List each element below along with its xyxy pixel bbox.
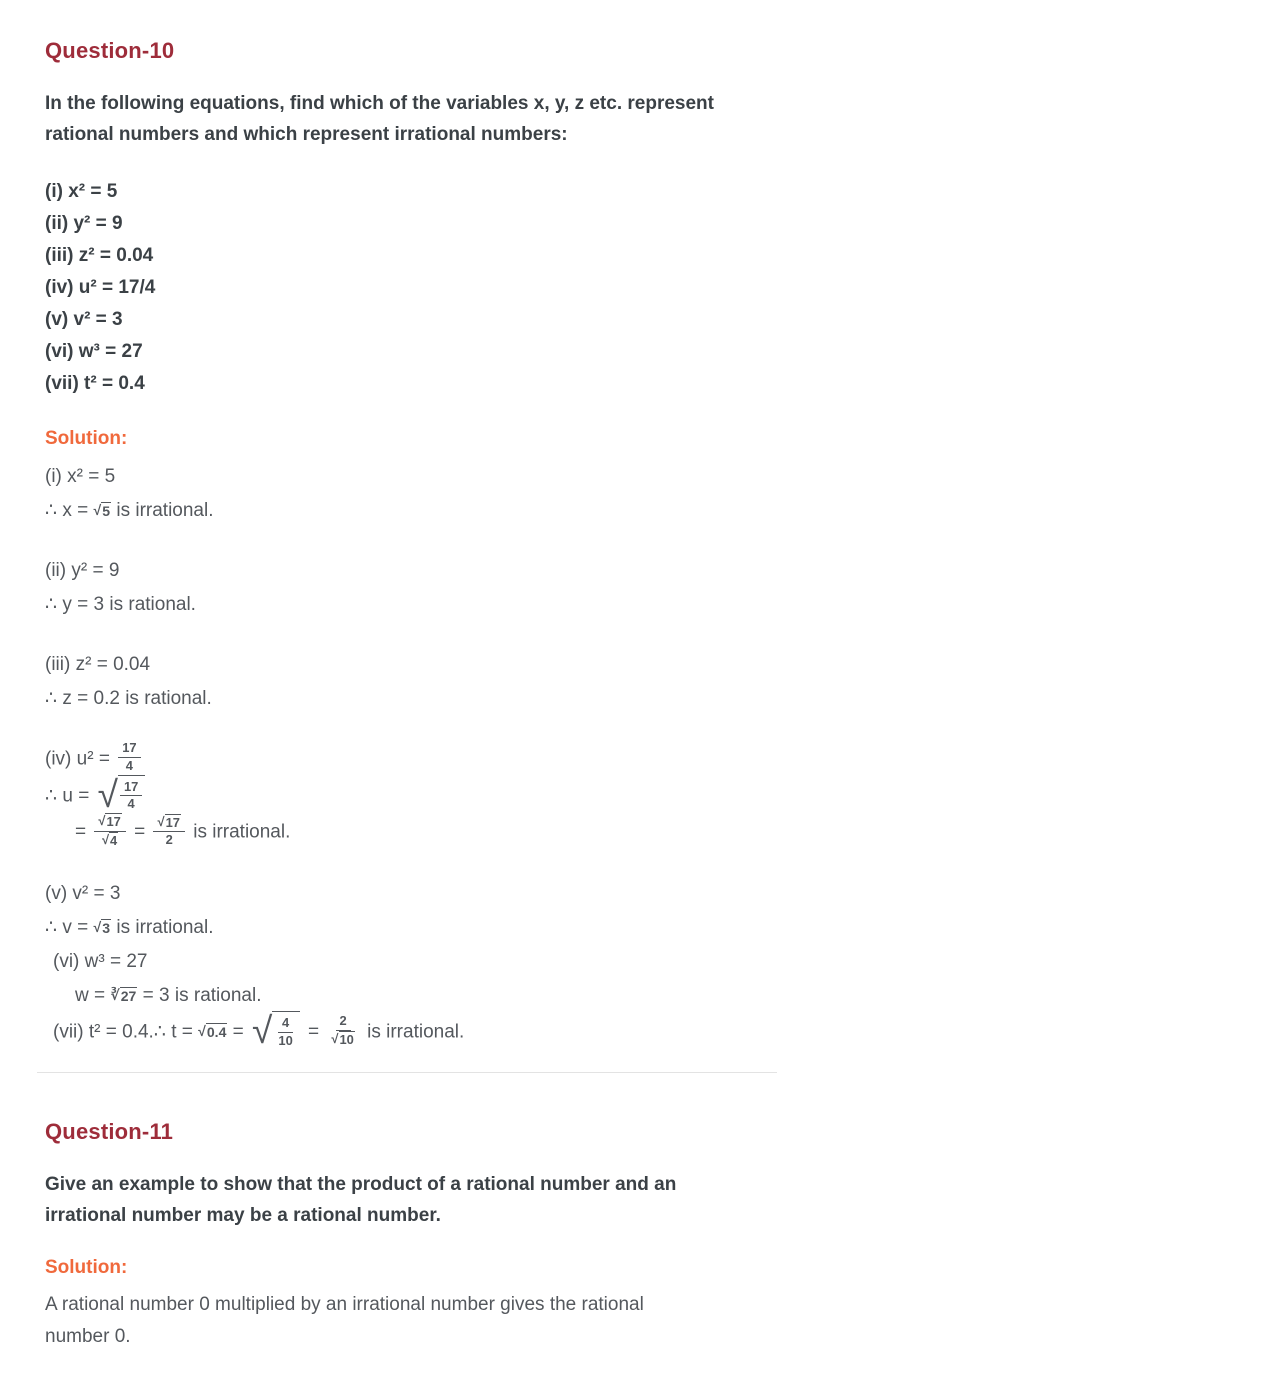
sqrt-expression: √ 17	[157, 813, 180, 830]
denominator: 4	[127, 796, 135, 812]
radical-icon: ∛	[110, 986, 120, 1003]
radical-icon: √	[331, 1030, 339, 1046]
denominator: 2	[165, 831, 173, 847]
solution-line: (i) x² = 5	[45, 466, 116, 487]
question-11-heading: Question-11	[45, 1118, 174, 1144]
question-10-solution	[45, 460, 1230, 1052]
radical-icon: √	[93, 502, 102, 518]
sqrt-expression: √ 3	[93, 918, 111, 936]
fraction	[327, 1013, 358, 1048]
equation-item: (v) v² = 3	[45, 309, 123, 330]
radical-icon: √	[93, 918, 102, 935]
solution-line: ∴ v = √ 3 is irrational.	[45, 916, 214, 938]
radical-icon: √	[97, 772, 118, 815]
radical-icon: √	[198, 1023, 206, 1040]
question-11-solution-text: A rational number 0 multiplied by an irrational number gives the rational number 0.	[45, 1293, 644, 1347]
sqrt-of-fraction	[97, 772, 146, 815]
question-10-solution-heading: Solution:	[45, 428, 128, 449]
question-10-section	[45, 38, 1230, 1052]
sqrt-expression: √ 0.4	[198, 1023, 227, 1041]
equation-item: (i) x² = 5	[45, 181, 118, 202]
radical-icon: √	[98, 813, 106, 829]
solution-line: (iv) u² = $\frac{17}{4}$	[45, 742, 1230, 777]
equation-item: (iv) u² = 17/4	[45, 277, 156, 298]
sqrt-expression: √ 4	[101, 831, 118, 848]
sqrt-of-fraction	[252, 1008, 300, 1051]
solution-line: = √ 17 √ 4 = √ 17 2 is irrational.	[75, 813, 291, 848]
fraction	[274, 1015, 296, 1050]
denominator: 10	[278, 1032, 293, 1048]
denominator: 4	[125, 757, 133, 773]
radical-icon: √	[252, 1008, 273, 1051]
question-11-text: Give an example to show that the product of a rational number and an irrational number may be a rational number.	[45, 1173, 677, 1226]
equation-item: (vii) t² = 0.4	[45, 373, 145, 394]
equation-list	[45, 176, 1230, 400]
equation-item: (iii) z² = 0.04	[45, 245, 154, 266]
equation-item: (ii) y² = 9	[45, 213, 123, 234]
equation-item: (vi) w³ = 27	[45, 341, 143, 362]
fraction	[94, 813, 125, 848]
solution-line: (iii) z² = 0.04	[45, 654, 151, 675]
sqrt-expression: √ 17	[98, 813, 121, 830]
question-10-heading: Question-10	[45, 38, 175, 63]
solution-line: (ii) y² = 9	[45, 560, 120, 581]
fraction	[120, 779, 142, 814]
denominator	[327, 1031, 358, 1048]
fraction	[153, 814, 184, 849]
sqrt-expression: √ 10	[331, 1030, 354, 1047]
solution-line: ∴ x = √ 5 is irrational.	[45, 500, 214, 521]
question-11-section	[45, 1119, 1230, 1353]
solution-line: (v) v² = 3	[45, 882, 121, 904]
sqrt-expression: √ 5	[93, 502, 111, 519]
numerator: 17	[118, 740, 140, 758]
solution-line: (vi) w³ = 27	[53, 950, 148, 972]
radical-icon: √	[101, 831, 110, 847]
question-11-solution-heading: Solution:	[45, 1256, 128, 1278]
solution-line: (vii) t² = 0.4.∴ t = √ 0.4 = √ $\frac{4}{10}$ = 2 √ 10 is irrational.	[53, 1008, 465, 1051]
denominator	[98, 832, 122, 849]
numerator	[153, 814, 184, 832]
section-divider	[37, 1072, 777, 1073]
solution-line: ∴ y = 3 is rational.	[45, 594, 196, 615]
numerator: 17	[120, 779, 142, 797]
sqrt-expression: ∛ 27	[110, 986, 137, 1004]
numerator	[94, 813, 125, 831]
radical-icon: √	[157, 813, 165, 829]
solution-line: ∴ u = √ $\frac{17}{4}$	[45, 777, 1230, 816]
question-10-text: In the following equations, find which of the variables x, y, z etc. represent rational numbers and which represent irrational numbers:	[45, 93, 714, 145]
numerator: 4	[278, 1015, 293, 1033]
numerator: 2	[336, 1013, 351, 1031]
solution-line: ∴ z = 0.2 is rational.	[45, 688, 212, 709]
solution-line: w = ∛ 27 = 3 is rational.	[75, 984, 262, 1006]
fraction	[118, 740, 140, 775]
